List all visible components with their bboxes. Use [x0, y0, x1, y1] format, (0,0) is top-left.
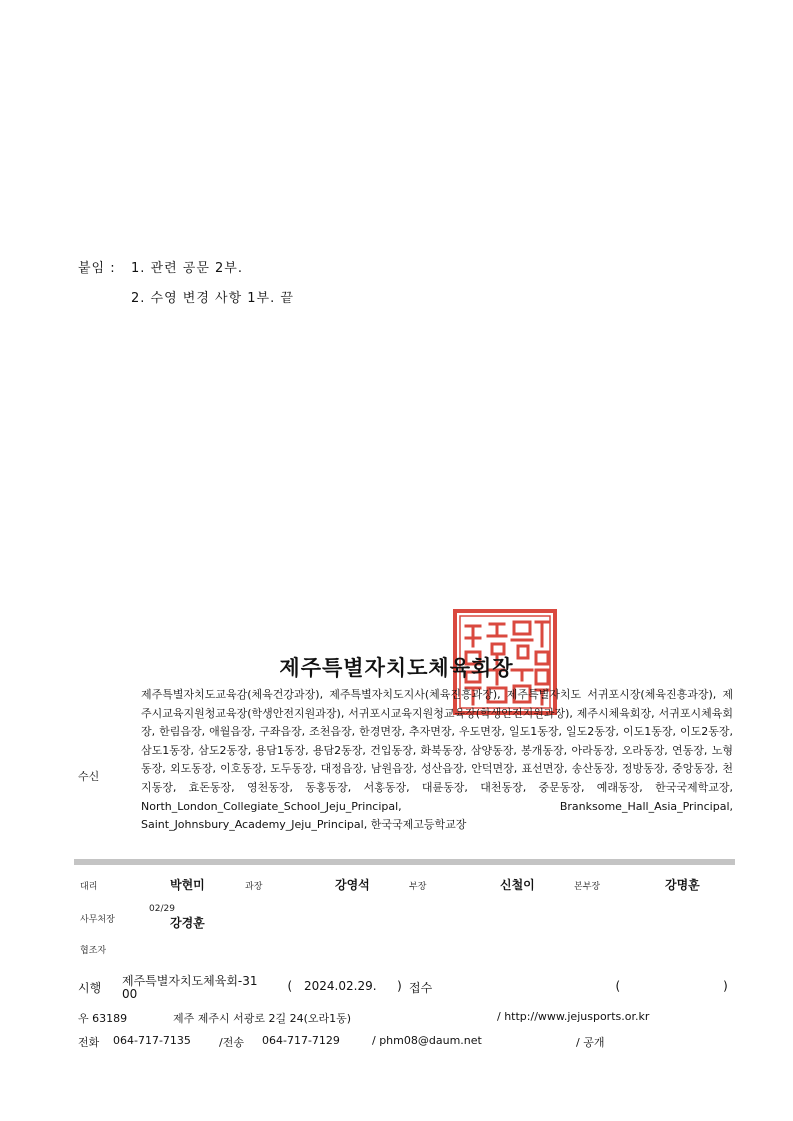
address: 제주 제주시 서광로 2길 24(오라1동) [173, 1012, 352, 1025]
date-close-paren: ) [396, 979, 404, 993]
approver-name-3: 신철이 [500, 878, 535, 892]
phone-label: 전화 [78, 1036, 100, 1049]
enforcement-label: 시행 [78, 981, 102, 995]
attachment-item-2: 2. 수영 변경 사항 1부. 끝 [131, 291, 294, 306]
approver-name-1: 박현미 [170, 878, 205, 892]
receipt-close-paren: ) [722, 979, 730, 993]
recipients-label: 수신 [78, 770, 100, 783]
secretary-title: 사무처장 [80, 915, 115, 925]
section-divider [74, 859, 735, 865]
approver-name-2: 강영석 [335, 878, 370, 892]
phone-number: 064-717-7135 [113, 1034, 191, 1047]
postal-code: 우 63189 [78, 1012, 128, 1025]
cooperator-label: 협조자 [80, 946, 107, 956]
recipients-list: 제주특별자치도교육감(체육건강과장), 제주특별자치도지사(체육진흥과장), 제주특별자치도 서귀포시장(체육진흥과장), 제주시교육지원청교육장(학생안전지원과장), 서귀포시교육지원청교육장(학생안전지원과장), 제주시체육회장, 서귀포시체육회장, 한림읍장, 애월읍장, 구좌읍장, 조천읍장, 한경면장, 추자면장, 우도면장, 일도1동장, 일도2동장, 이도1동장, 이도2동장, 삼도1동장, 삼도2동장, 용담1동장, 용담2동장, 건입동장, 화북동장, 삼양동장, 봉개동장, 아라동장, 오라동장, 연동장, 노형동장, 외도동장, 이호동장, 도두동장, 대정읍장, 남원읍장, 성산읍장, 안덕면장, 표선면장, 송산동장, 정방동장, 중앙동장, 천지동장, 효돈동장, 영천동장, 동홍동장, 서홍동장, 대륜동장, 대천동장, 중문동장, 예래동장, 한국국제학교장, North_London_Collegiate_School_Jeju_Principal, Branksome_Hall_Asia_Principal, Saint_Johnsbury_Academy_Jeju_Principal, 한국국제고등학교장 [141, 688, 733, 832]
receipt-open-paren: ( [614, 979, 622, 993]
website-link[interactable]: / http://www.jejusports.or.kr [497, 1010, 650, 1023]
disclosure-status: / 공개 [576, 1036, 605, 1049]
secretary-name: 강경훈 [170, 916, 205, 930]
approver-title-4: 본부장 [574, 882, 601, 892]
fax-number: 064-717-7129 [262, 1034, 340, 1047]
attachment-item-1: 1. 관련 공문 2부. [131, 261, 243, 276]
date-open-paren: ( [286, 979, 294, 993]
document-number-line-1: 제주특별자치도체육회-31 [122, 974, 258, 988]
receipt-label: 접수 [409, 981, 433, 995]
email-link[interactable]: / phm08@daum.net [372, 1034, 482, 1047]
enforcement-date: 2024.02.29. [304, 979, 377, 993]
fax-label: /전송 [219, 1036, 244, 1049]
document-number-line-2: 00 [122, 987, 138, 1001]
secretary-date: 02/29 [149, 904, 175, 914]
issuer-title: 제주특별자치도체육회장 [279, 656, 514, 680]
approver-title-1: 대리 [80, 882, 98, 892]
approver-title-3: 부장 [409, 882, 427, 892]
attachment-prefix: 붙임 : [78, 261, 116, 276]
approver-name-4: 강명훈 [665, 878, 700, 892]
approver-title-2: 과장 [245, 882, 263, 892]
